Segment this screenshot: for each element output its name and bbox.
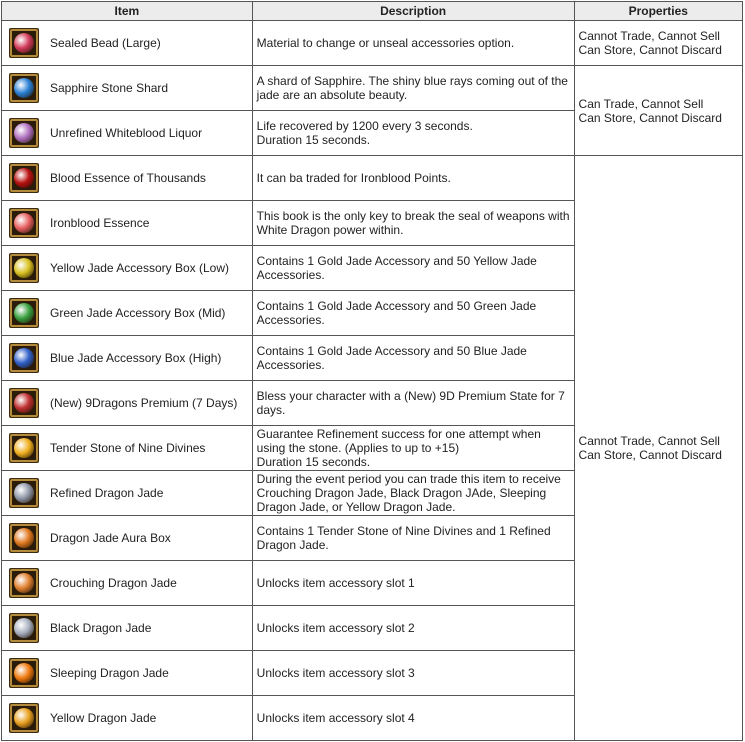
icon-frame [10,74,38,102]
item-name: Sealed Bead (Large) [50,36,161,50]
item-wrap [2,381,252,425]
item-name: Tender Stone of Nine Divines [50,441,206,455]
item-description: Life recovered by 1200 every 3 seconds. Duration 15 seconds. [252,111,574,156]
ironblood-essence-icon [9,208,39,238]
item-name: Ironblood Essence [50,216,150,230]
item-cell [2,651,253,696]
item-cell [2,381,253,426]
item-description: During the event period you can trade this item to receive Crouching Dragon Jade, Black Dragon JAde, Sleeping Dragon Jade, or Yellow Dragon Jade. [252,471,574,516]
item-name: (New) 9Dragons Premium (7 Days) [50,396,238,410]
item-wrap [2,606,252,650]
tender-stone-icon [9,433,39,463]
item-wrap [2,201,252,245]
item-cell [2,21,253,66]
black-dragon-jade-icon [9,613,39,643]
green-jade-box-icon [9,298,39,328]
sealed-bead-icon [9,28,39,58]
item-cell [2,516,253,561]
whiteblood-liquor-icon [9,118,39,148]
item-wrap [2,651,252,695]
item-description: Bless your character with a (New) 9D Premium State for 7 days. [252,381,574,426]
item-wrap [2,291,252,335]
item-wrap [2,426,252,470]
table-row [2,21,743,66]
refined-dragon-jade-icon [9,478,39,508]
item-cell [2,606,253,651]
item-wrap [2,111,252,155]
header-row [2,2,743,21]
item-wrap [2,336,252,380]
item-wrap [2,66,252,110]
table-row [2,66,743,111]
icon-frame [10,344,38,372]
item-name: Blood Essence of Thousands [50,171,206,185]
icon-frame [10,479,38,507]
item-name: Dragon Jade Aura Box [50,531,171,545]
item-cell [2,561,253,606]
item-wrap [2,21,252,65]
table-body [2,21,743,741]
icon-frame [10,704,38,732]
blue-jade-box-icon [9,343,39,373]
item-cell [2,291,253,336]
item-cell [2,471,253,516]
item-properties: Can Trade, Cannot Sell Can Store, Cannot Discard [574,66,742,156]
item-description: Material to change or unseal accessories option. [252,21,574,66]
icon-frame [10,524,38,552]
item-wrap [2,246,252,290]
item-wrap [2,561,252,605]
header-item: Item [2,2,253,21]
item-name: Crouching Dragon Jade [50,576,177,590]
item-description: Contains 1 Gold Jade Accessory and 50 Yellow Jade Accessories. [252,246,574,291]
item-name: Black Dragon Jade [50,621,152,635]
sapphire-shard-icon [9,73,39,103]
icon-frame [10,254,38,282]
icon-frame [10,29,38,57]
icon-frame [10,659,38,687]
icon-frame [10,209,38,237]
icon-frame [10,119,38,147]
item-name: Yellow Jade Accessory Box (Low) [50,261,229,275]
aura-box-icon [9,523,39,553]
item-description: Contains 1 Gold Jade Accessory and 50 Blue Jade Accessories. [252,336,574,381]
item-name: Blue Jade Accessory Box (High) [50,351,222,365]
item-cell [2,156,253,201]
item-cell [2,201,253,246]
yellow-jade-box-icon [9,253,39,283]
item-description: A shard of Sapphire. The shiny blue rays coming out of the jade are an absolute beauty. [252,66,574,111]
item-wrap [2,471,252,515]
item-cell [2,336,253,381]
item-description: Unlocks item accessory slot 1 [252,561,574,606]
item-name: Yellow Dragon Jade [50,711,157,725]
table-row [2,156,743,201]
item-cell [2,111,253,156]
icon-frame [10,569,38,597]
item-cell [2,426,253,471]
item-name: Sapphire Stone Shard [50,81,169,95]
premium-dragon-icon [9,388,39,418]
item-description: It can ba traded for Ironblood Points. [252,156,574,201]
item-cell [2,66,253,111]
icon-frame [10,614,38,642]
yellow-dragon-jade-icon [9,703,39,733]
header-properties: Properties [574,2,742,21]
item-description: This book is the only key to break the seal of weapons with White Dragon power within. [252,201,574,246]
item-cell [2,696,253,741]
item-name: Sleeping Dragon Jade [50,666,169,680]
icon-frame [10,434,38,462]
sleeping-dragon-jade-icon [9,658,39,688]
item-description: Contains 1 Tender Stone of Nine Divines and 1 Refined Dragon Jade. [252,516,574,561]
crouching-dragon-jade-icon [9,568,39,598]
item-description: Contains 1 Gold Jade Accessory and 50 Green Jade Accessories. [252,291,574,336]
header-description: Description [252,2,574,21]
item-description: Unlocks item accessory slot 4 [252,696,574,741]
item-name: Green Jade Accessory Box (Mid) [50,306,226,320]
item-name: Refined Dragon Jade [50,486,164,500]
blood-essence-icon [9,163,39,193]
icon-frame [10,299,38,327]
item-cell [2,246,253,291]
item-description: Guarantee Refinement success for one attempt when using the stone. (Applies to up to +15) Duration 15 seconds. [252,426,574,471]
item-properties: Cannot Trade, Cannot Sell Can Store, Cannot Discard [574,156,742,741]
item-wrap [2,696,252,740]
item-description: Unlocks item accessory slot 3 [252,651,574,696]
item-properties: Cannot Trade, Cannot Sell Can Store, Cannot Discard [574,21,742,66]
item-description: Unlocks item accessory slot 2 [252,606,574,651]
item-wrap [2,516,252,560]
items-table [1,1,743,741]
item-wrap [2,156,252,200]
icon-frame [10,389,38,417]
item-name: Unrefined Whiteblood Liquor [50,126,203,140]
icon-frame [10,164,38,192]
